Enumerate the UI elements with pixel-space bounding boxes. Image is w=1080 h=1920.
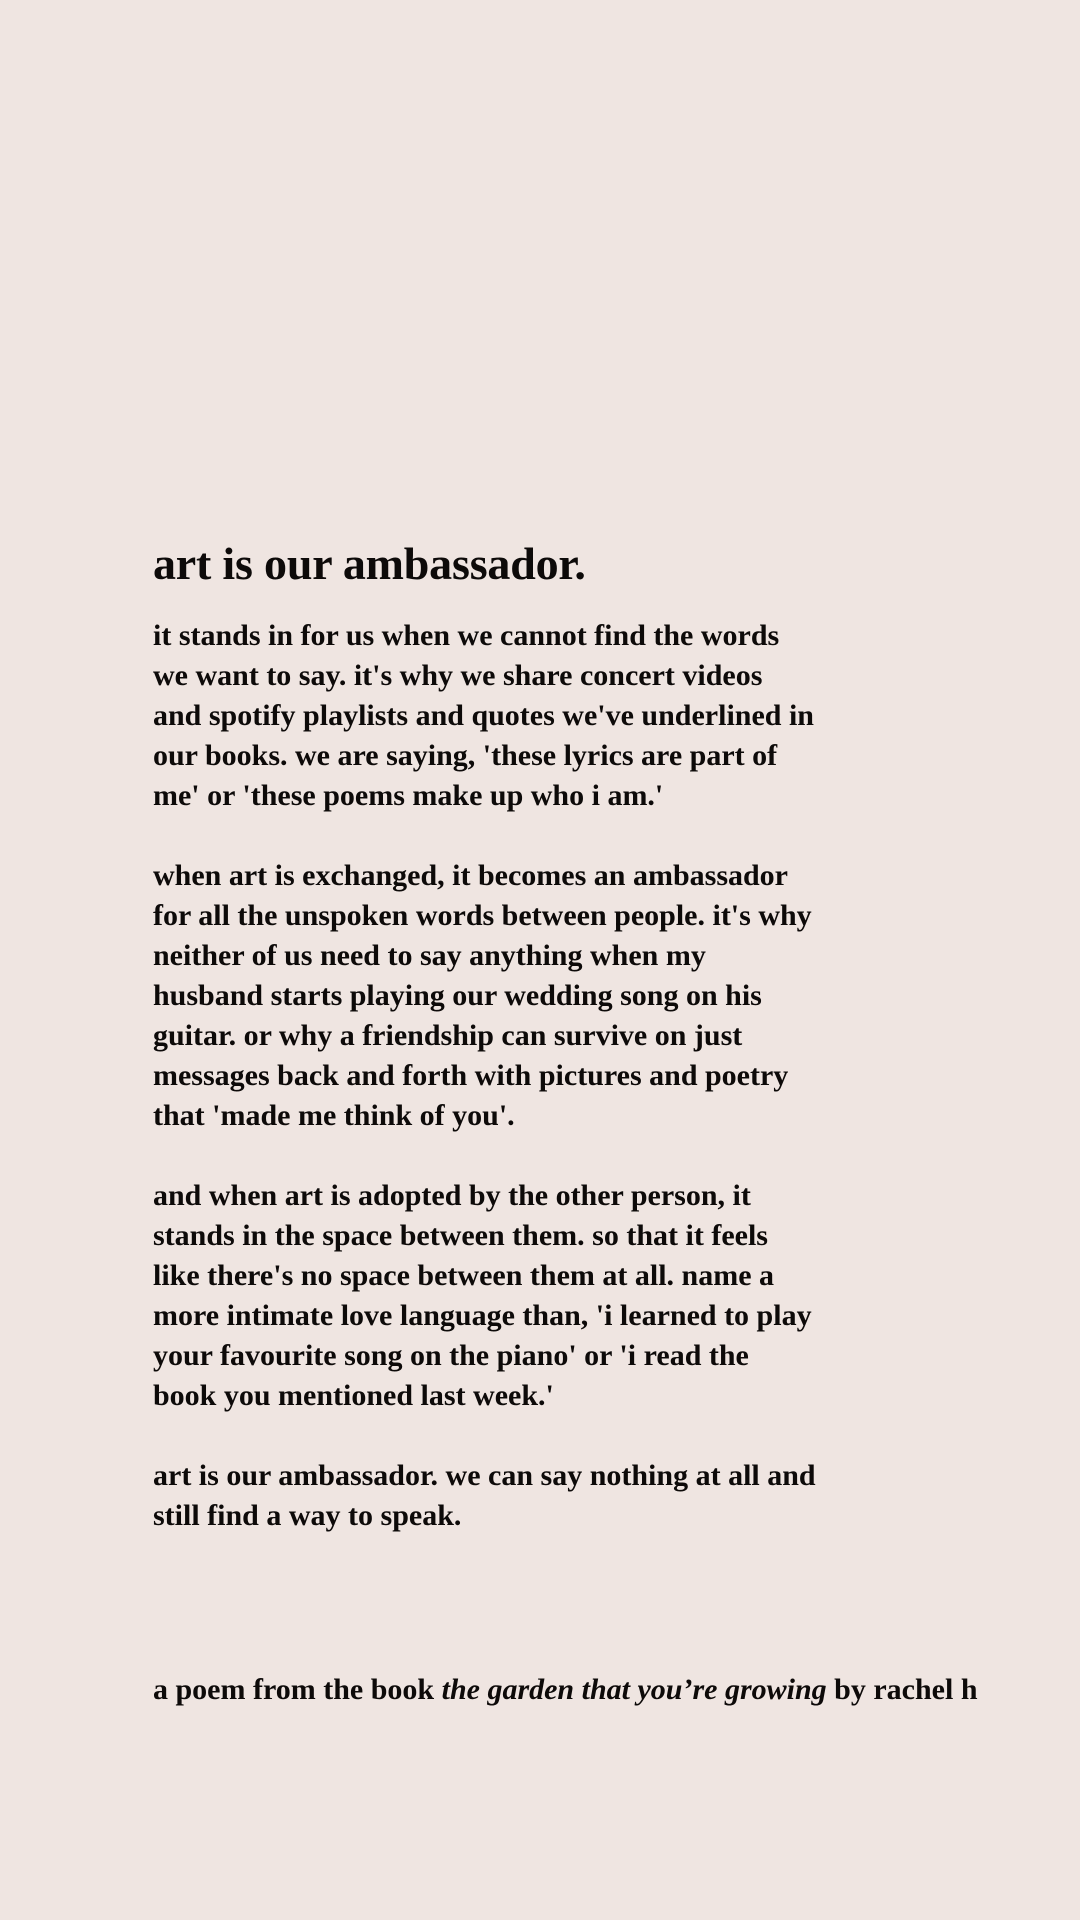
poem-line: art is our ambassador. we can say nothing at all and	[153, 1459, 816, 1492]
poem-line: your favourite song on the piano' or 'i read the	[153, 1339, 749, 1372]
poem-line: me' or 'these poems make up who i am.'	[153, 779, 664, 812]
poem-line: and spotify playlists and quotes we've underlined in	[153, 699, 814, 732]
poem-line: neither of us need to say anything when my	[153, 939, 706, 972]
poem-line: it stands in for us when we cannot find the words	[153, 619, 780, 652]
poem-line: stands in the space between them. so that it feels	[153, 1219, 768, 1252]
poem-line: our books. we are saying, 'these lyrics are part of	[153, 739, 778, 772]
poem-line: book you mentioned last week.'	[153, 1379, 554, 1412]
stanza-4	[153, 1456, 933, 1536]
book-credit	[153, 1670, 978, 1710]
poem-line: and when art is adopted by the other person, it	[153, 1179, 751, 1212]
poem-line: for all the unspoken words between people. it's why	[153, 899, 812, 932]
credit-suffix: by rachel h	[826, 1673, 978, 1706]
stanza-3	[153, 1176, 933, 1416]
stanza-2	[153, 856, 933, 1136]
book-title: the garden that you’re growing	[441, 1673, 827, 1706]
poem-line: when art is exchanged, it becomes an ambassador	[153, 859, 788, 892]
poem-line: like there's no space between them at all. name a	[153, 1259, 775, 1292]
poem-line: we want to say. it's why we share concert videos	[153, 659, 763, 692]
poem-line: guitar. or why a friendship can survive on just	[153, 1019, 743, 1052]
poem-line: husband starts playing our wedding song on his	[153, 979, 762, 1012]
poem-line: more intimate love language than, 'i learned to play	[153, 1299, 812, 1332]
poem	[153, 536, 933, 1576]
credit-prefix: a poem from the book	[153, 1673, 442, 1706]
poem-line: that 'made me think of you'.	[153, 1099, 515, 1132]
poem-line: still find a way to speak.	[153, 1499, 462, 1532]
stanza-1	[153, 616, 933, 816]
poem-line: messages back and forth with pictures and poetry	[153, 1059, 789, 1092]
poem-title: art is our ambassador.	[153, 538, 586, 589]
